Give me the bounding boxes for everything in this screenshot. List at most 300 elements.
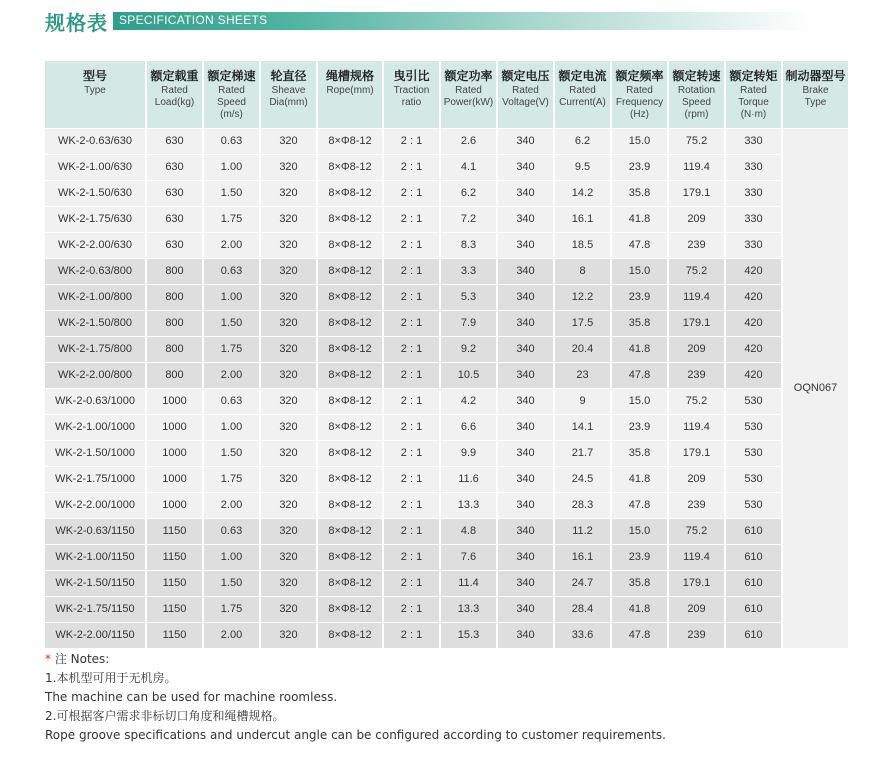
table-cell: 23.9 <box>611 544 668 570</box>
table-cell: WK-2-1.00/800 <box>45 284 146 310</box>
table-cell: 340 <box>497 440 554 466</box>
table-cell: 8×Φ8-12 <box>317 492 383 518</box>
table-row <box>45 596 848 622</box>
table-cell: 75.2 <box>668 518 725 544</box>
table-cell: 75.2 <box>668 258 725 284</box>
table-cell: 8 <box>554 258 611 284</box>
table-cell: 41.8 <box>611 206 668 232</box>
table-cell: 35.8 <box>611 570 668 596</box>
table-cell: 340 <box>497 466 554 492</box>
table-cell: 1000 <box>146 492 203 518</box>
column-header <box>203 61 260 128</box>
table-cell: 8×Φ8-12 <box>317 310 383 336</box>
table-cell: 0.63 <box>203 128 260 154</box>
table-cell: 1.50 <box>203 570 260 596</box>
table-cell: 320 <box>260 310 317 336</box>
table-cell: 16.1 <box>554 206 611 232</box>
table-cell: 8×Φ8-12 <box>317 570 383 596</box>
table-body <box>45 128 848 648</box>
table-cell: 8×Φ8-12 <box>317 232 383 258</box>
table-cell: 1000 <box>146 440 203 466</box>
column-header-en: (m/s) <box>220 109 243 120</box>
column-header-en: Rated <box>569 85 596 96</box>
table-cell: 2 : 1 <box>383 128 440 154</box>
table-cell: 330 <box>725 154 782 180</box>
table-cell: 320 <box>260 362 317 388</box>
table-cell: 1000 <box>146 414 203 440</box>
notes <box>45 650 666 745</box>
table-cell: 119.4 <box>668 414 725 440</box>
column-header-en: Type <box>804 97 827 108</box>
table-cell: 8×Φ8-12 <box>317 206 383 232</box>
table-cell: WK-2-1.75/1000 <box>45 466 146 492</box>
table-cell: 530 <box>725 492 782 518</box>
column-header-cn: 轮直径 <box>270 69 307 83</box>
table-cell: 2 : 1 <box>383 388 440 414</box>
table-cell: WK-2-0.63/1000 <box>45 388 146 414</box>
table-cell: 1.75 <box>203 466 260 492</box>
table-cell: 119.4 <box>668 154 725 180</box>
table-cell: 2 : 1 <box>383 570 440 596</box>
table-row <box>45 258 848 284</box>
column-header-en: Dia(mm) <box>269 97 308 108</box>
table-row <box>45 622 848 648</box>
table-cell: 33.6 <box>554 622 611 648</box>
table-cell: 630 <box>146 206 203 232</box>
table-cell: WK-2-2.00/800 <box>45 362 146 388</box>
column-header-en: Speed <box>682 97 711 108</box>
table-cell: 2 : 1 <box>383 362 440 388</box>
table-cell: WK-2-1.00/1150 <box>45 544 146 570</box>
table-cell: WK-2-1.50/1000 <box>45 440 146 466</box>
table-cell: 330 <box>725 180 782 206</box>
table-cell: 9 <box>554 388 611 414</box>
table-row <box>45 232 848 258</box>
table-cell: 2 : 1 <box>383 622 440 648</box>
table-cell: 8.3 <box>440 232 497 258</box>
table-cell: 800 <box>146 336 203 362</box>
table-cell: 530 <box>725 388 782 414</box>
table-cell: 530 <box>725 466 782 492</box>
table-cell: WK-2-1.75/800 <box>45 336 146 362</box>
table-cell: 15.0 <box>611 258 668 284</box>
column-header-cn: 制动器型号 <box>785 69 846 83</box>
table-cell: 1150 <box>146 622 203 648</box>
column-header <box>440 61 497 128</box>
table-cell: 530 <box>725 440 782 466</box>
table-cell: 2 : 1 <box>383 466 440 492</box>
table-cell: 47.8 <box>611 232 668 258</box>
table-cell: 14.1 <box>554 414 611 440</box>
table-cell: 630 <box>146 180 203 206</box>
column-header-en: Rated <box>161 85 188 96</box>
table-cell: 8×Φ8-12 <box>317 336 383 362</box>
table-cell: WK-2-2.00/1000 <box>45 492 146 518</box>
table-cell: 320 <box>260 232 317 258</box>
table-cell: 420 <box>725 258 782 284</box>
table-cell: 8×Φ8-12 <box>317 284 383 310</box>
table-cell: 9.2 <box>440 336 497 362</box>
table-cell: 23 <box>554 362 611 388</box>
column-header-cn: 额定功率 <box>444 69 493 83</box>
table-cell: 330 <box>725 206 782 232</box>
table-cell: 209 <box>668 466 725 492</box>
table-cell: WK-2-1.50/1150 <box>45 570 146 596</box>
column-header-en: Rated <box>455 85 482 96</box>
table-cell: 2 : 1 <box>383 596 440 622</box>
table-cell: 0.63 <box>203 518 260 544</box>
table-cell: 239 <box>668 232 725 258</box>
table-cell: WK-2-0.63/630 <box>45 128 146 154</box>
table-row <box>45 284 848 310</box>
column-header-cn: 绳槽规格 <box>325 69 374 83</box>
table-cell: 179.1 <box>668 440 725 466</box>
table-cell: 6.6 <box>440 414 497 440</box>
column-header-cn: 额定频率 <box>615 69 664 83</box>
table-cell: 35.8 <box>611 440 668 466</box>
table-cell: 179.1 <box>668 180 725 206</box>
table-cell: 7.9 <box>440 310 497 336</box>
column-header-en: ratio <box>401 97 422 108</box>
table-cell: 15.3 <box>440 622 497 648</box>
column-header-en: (rpm) <box>684 109 709 120</box>
column-header-en: Speed <box>217 97 246 108</box>
table-cell: 15.0 <box>611 518 668 544</box>
note-line: The machine can be used for machine roomless. <box>45 690 338 704</box>
table-cell: 340 <box>497 310 554 336</box>
table-cell: 6.2 <box>440 180 497 206</box>
column-header-en: Power(kW) <box>443 97 494 108</box>
table-row <box>45 466 848 492</box>
column-header <box>146 61 203 128</box>
table-cell: 18.5 <box>554 232 611 258</box>
table-cell: 75.2 <box>668 388 725 414</box>
table-cell: 340 <box>497 622 554 648</box>
table-cell: 8×Φ8-12 <box>317 154 383 180</box>
table-cell: WK-2-2.00/630 <box>45 232 146 258</box>
table-cell: 320 <box>260 284 317 310</box>
table-cell: 13.3 <box>440 596 497 622</box>
column-header-en: (Hz) <box>630 109 649 120</box>
table-cell: 2.00 <box>203 622 260 648</box>
table-cell: 179.1 <box>668 570 725 596</box>
table-cell: 12.2 <box>554 284 611 310</box>
table-cell: 119.4 <box>668 284 725 310</box>
table-cell: 630 <box>146 128 203 154</box>
table-cell: 320 <box>260 440 317 466</box>
table-cell: 10.5 <box>440 362 497 388</box>
column-header-cn: 额定梯速 <box>207 69 256 83</box>
table-cell: 800 <box>146 284 203 310</box>
column-header-cn: 额定转速 <box>672 69 721 83</box>
table-cell: 800 <box>146 310 203 336</box>
table-row <box>45 180 848 206</box>
table-cell: 2.00 <box>203 492 260 518</box>
table-cell: WK-2-0.63/1150 <box>45 518 146 544</box>
table-cell: 340 <box>497 336 554 362</box>
column-header-cn: 曳引比 <box>393 69 430 83</box>
table-cell: 239 <box>668 362 725 388</box>
table-cell: 2.00 <box>203 362 260 388</box>
table-cell: 4.8 <box>440 518 497 544</box>
column-header <box>497 61 554 128</box>
table-cell: 320 <box>260 570 317 596</box>
column-header-en: Sheave <box>271 85 306 96</box>
table-cell: 4.2 <box>440 388 497 414</box>
table-cell: 15.0 <box>611 388 668 414</box>
spec-table <box>45 61 848 648</box>
table-cell: 11.4 <box>440 570 497 596</box>
table-cell: 340 <box>497 518 554 544</box>
column-header-en: Rope(mm) <box>326 85 374 96</box>
table-cell: 610 <box>725 518 782 544</box>
table-cell: 8×Φ8-12 <box>317 258 383 284</box>
table-row <box>45 128 848 154</box>
table-cell: 1.75 <box>203 596 260 622</box>
column-header-cn: 额定电流 <box>558 69 607 83</box>
table-cell: 24.5 <box>554 466 611 492</box>
table-cell: 2 : 1 <box>383 492 440 518</box>
table-cell: 340 <box>497 414 554 440</box>
column-header-en: Type <box>84 85 106 96</box>
column-header <box>317 61 383 128</box>
table-cell: 320 <box>260 596 317 622</box>
table-cell: 6.2 <box>554 128 611 154</box>
table-cell: 340 <box>497 362 554 388</box>
table-cell: 0.63 <box>203 258 260 284</box>
table-cell: 239 <box>668 622 725 648</box>
column-header-cn: 型号 <box>82 69 107 83</box>
table-cell: 610 <box>725 570 782 596</box>
table-cell: 320 <box>260 492 317 518</box>
column-header-cn: 额定载重 <box>150 69 199 83</box>
table-cell: 530 <box>725 414 782 440</box>
column-header <box>383 61 440 128</box>
table-cell: 1.00 <box>203 414 260 440</box>
table-cell: 2 : 1 <box>383 440 440 466</box>
table-cell: WK-2-1.50/630 <box>45 180 146 206</box>
column-header <box>611 61 668 128</box>
table-cell: 7.2 <box>440 206 497 232</box>
column-header-en: Rated <box>626 85 653 96</box>
column-header-en: Voltage(V) <box>502 97 549 108</box>
table-cell: 179.1 <box>668 310 725 336</box>
table-cell: 8×Φ8-12 <box>317 622 383 648</box>
table-cell: 610 <box>725 622 782 648</box>
column-header <box>668 61 725 128</box>
table-cell: 320 <box>260 128 317 154</box>
table-cell: 41.8 <box>611 466 668 492</box>
table-cell: 320 <box>260 518 317 544</box>
column-header-en: Traction <box>393 85 430 96</box>
table-cell: 1150 <box>146 596 203 622</box>
table-cell: 47.8 <box>611 362 668 388</box>
table-row <box>45 570 848 596</box>
table-cell: 1.50 <box>203 310 260 336</box>
table-cell: 8×Φ8-12 <box>317 180 383 206</box>
table-cell: 340 <box>497 284 554 310</box>
table-cell: 35.8 <box>611 310 668 336</box>
notes-heading <box>45 650 666 669</box>
column-header-en: Rated <box>512 85 539 96</box>
table-cell: 2 : 1 <box>383 518 440 544</box>
column-header <box>260 61 317 128</box>
table-cell: WK-2-1.75/630 <box>45 206 146 232</box>
table-cell: 23.9 <box>611 284 668 310</box>
table-cell: 320 <box>260 466 317 492</box>
column-header-en: Load(kg) <box>154 97 195 108</box>
note-line: 1.本机型可用于无机房。 <box>45 671 177 685</box>
table-cell: WK-2-0.63/800 <box>45 258 146 284</box>
table-cell: 8×Φ8-12 <box>317 518 383 544</box>
table-cell: 340 <box>497 570 554 596</box>
note-line: 2.可根据客户需求非标切口角度和绳槽规格。 <box>45 709 285 723</box>
table-cell: 320 <box>260 414 317 440</box>
column-header-en: (N·m) <box>740 109 767 120</box>
column-header-en: Rotation <box>677 85 716 96</box>
table-cell: 47.8 <box>611 622 668 648</box>
table-cell: 75.2 <box>668 128 725 154</box>
table-cell: 209 <box>668 596 725 622</box>
table-cell: 1000 <box>146 466 203 492</box>
table-cell: 2 : 1 <box>383 414 440 440</box>
table-cell: 239 <box>668 492 725 518</box>
table-cell: 1.50 <box>203 180 260 206</box>
table-cell: 1150 <box>146 570 203 596</box>
table-cell: 340 <box>497 544 554 570</box>
table-row <box>45 492 848 518</box>
column-header <box>554 61 611 128</box>
table-cell: 23.9 <box>611 154 668 180</box>
table-cell: 420 <box>725 284 782 310</box>
table-cell: 2 : 1 <box>383 180 440 206</box>
table-cell: 8×Φ8-12 <box>317 362 383 388</box>
table-cell: 320 <box>260 180 317 206</box>
table-cell: 340 <box>497 388 554 414</box>
note-marker: * <box>45 652 51 666</box>
table-cell: 20.4 <box>554 336 611 362</box>
table-cell: 119.4 <box>668 544 725 570</box>
table-row <box>45 518 848 544</box>
column-header-en: Frequency <box>615 97 664 108</box>
table-cell: 340 <box>497 154 554 180</box>
table-cell: 7.6 <box>440 544 497 570</box>
table-cell: 2.00 <box>203 232 260 258</box>
table-cell: 320 <box>260 336 317 362</box>
table-cell: 17.5 <box>554 310 611 336</box>
table-cell: 2.6 <box>440 128 497 154</box>
column-header-cn: 额定转矩 <box>729 69 778 83</box>
column-header-en: Current(A) <box>559 97 606 108</box>
table-cell: 15.0 <box>611 128 668 154</box>
table-row <box>45 310 848 336</box>
table-cell: 340 <box>497 596 554 622</box>
table-cell: 340 <box>497 232 554 258</box>
brake-type-cell: OQN067 <box>782 128 848 648</box>
table-cell: 2 : 1 <box>383 258 440 284</box>
table-cell: 28.3 <box>554 492 611 518</box>
table-cell: 1150 <box>146 518 203 544</box>
table-cell: 16.1 <box>554 544 611 570</box>
column-header-cn: 额定电压 <box>501 69 550 83</box>
table-cell: 340 <box>497 180 554 206</box>
table-cell: 28.4 <box>554 596 611 622</box>
table-cell: WK-2-1.00/630 <box>45 154 146 180</box>
table-cell: 41.8 <box>611 336 668 362</box>
table-cell: 1.75 <box>203 336 260 362</box>
table-cell: 47.8 <box>611 492 668 518</box>
table-cell: 420 <box>725 362 782 388</box>
table-cell: 320 <box>260 154 317 180</box>
table-cell: 340 <box>497 258 554 284</box>
table-cell: 2 : 1 <box>383 206 440 232</box>
table-cell: 630 <box>146 154 203 180</box>
table-cell: 23.9 <box>611 414 668 440</box>
table-cell: 340 <box>497 206 554 232</box>
table-cell: WK-2-1.50/800 <box>45 310 146 336</box>
table-cell: 800 <box>146 258 203 284</box>
table-cell: 5.3 <box>440 284 497 310</box>
table-row <box>45 544 848 570</box>
table-cell: 35.8 <box>611 180 668 206</box>
title-banner <box>113 12 813 30</box>
table-cell: 320 <box>260 258 317 284</box>
table-cell: 8×Φ8-12 <box>317 440 383 466</box>
table-cell: 320 <box>260 544 317 570</box>
note-line: Rope groove specifications and undercut angle can be configured according to customer requirements. <box>45 728 666 742</box>
table-cell: 2 : 1 <box>383 232 440 258</box>
table-cell: 209 <box>668 206 725 232</box>
table-cell: 340 <box>497 492 554 518</box>
table-cell: 8×Φ8-12 <box>317 128 383 154</box>
table-cell: 800 <box>146 362 203 388</box>
table-cell: 8×Φ8-12 <box>317 414 383 440</box>
table-row <box>45 336 848 362</box>
table-cell: 1.75 <box>203 206 260 232</box>
table-row <box>45 414 848 440</box>
table-cell: 1150 <box>146 544 203 570</box>
column-header <box>782 61 848 128</box>
table-cell: WK-2-1.00/1000 <box>45 414 146 440</box>
table-cell: 4.1 <box>440 154 497 180</box>
table-cell: 11.6 <box>440 466 497 492</box>
table-cell: WK-2-2.00/1150 <box>45 622 146 648</box>
table-cell: 13.3 <box>440 492 497 518</box>
table-cell: 1.50 <box>203 440 260 466</box>
table-row <box>45 206 848 232</box>
table-cell: 2 : 1 <box>383 154 440 180</box>
table-cell: WK-2-1.75/1150 <box>45 596 146 622</box>
table-row <box>45 388 848 414</box>
table-row <box>45 154 848 180</box>
table-cell: 11.2 <box>554 518 611 544</box>
table-cell: 320 <box>260 622 317 648</box>
table-cell: 209 <box>668 336 725 362</box>
table-row <box>45 440 848 466</box>
table-cell: 420 <box>725 310 782 336</box>
table-cell: 8×Φ8-12 <box>317 466 383 492</box>
table-header-row <box>45 61 848 128</box>
column-header-en: Rated <box>218 85 245 96</box>
table-cell: 610 <box>725 544 782 570</box>
table-cell: 2 : 1 <box>383 544 440 570</box>
table-cell: 8×Φ8-12 <box>317 388 383 414</box>
table-cell: 24.7 <box>554 570 611 596</box>
table-cell: 2 : 1 <box>383 336 440 362</box>
title-en: SPECIFICATION SHEETS <box>119 13 268 27</box>
table-cell: 320 <box>260 206 317 232</box>
column-header <box>45 61 146 128</box>
